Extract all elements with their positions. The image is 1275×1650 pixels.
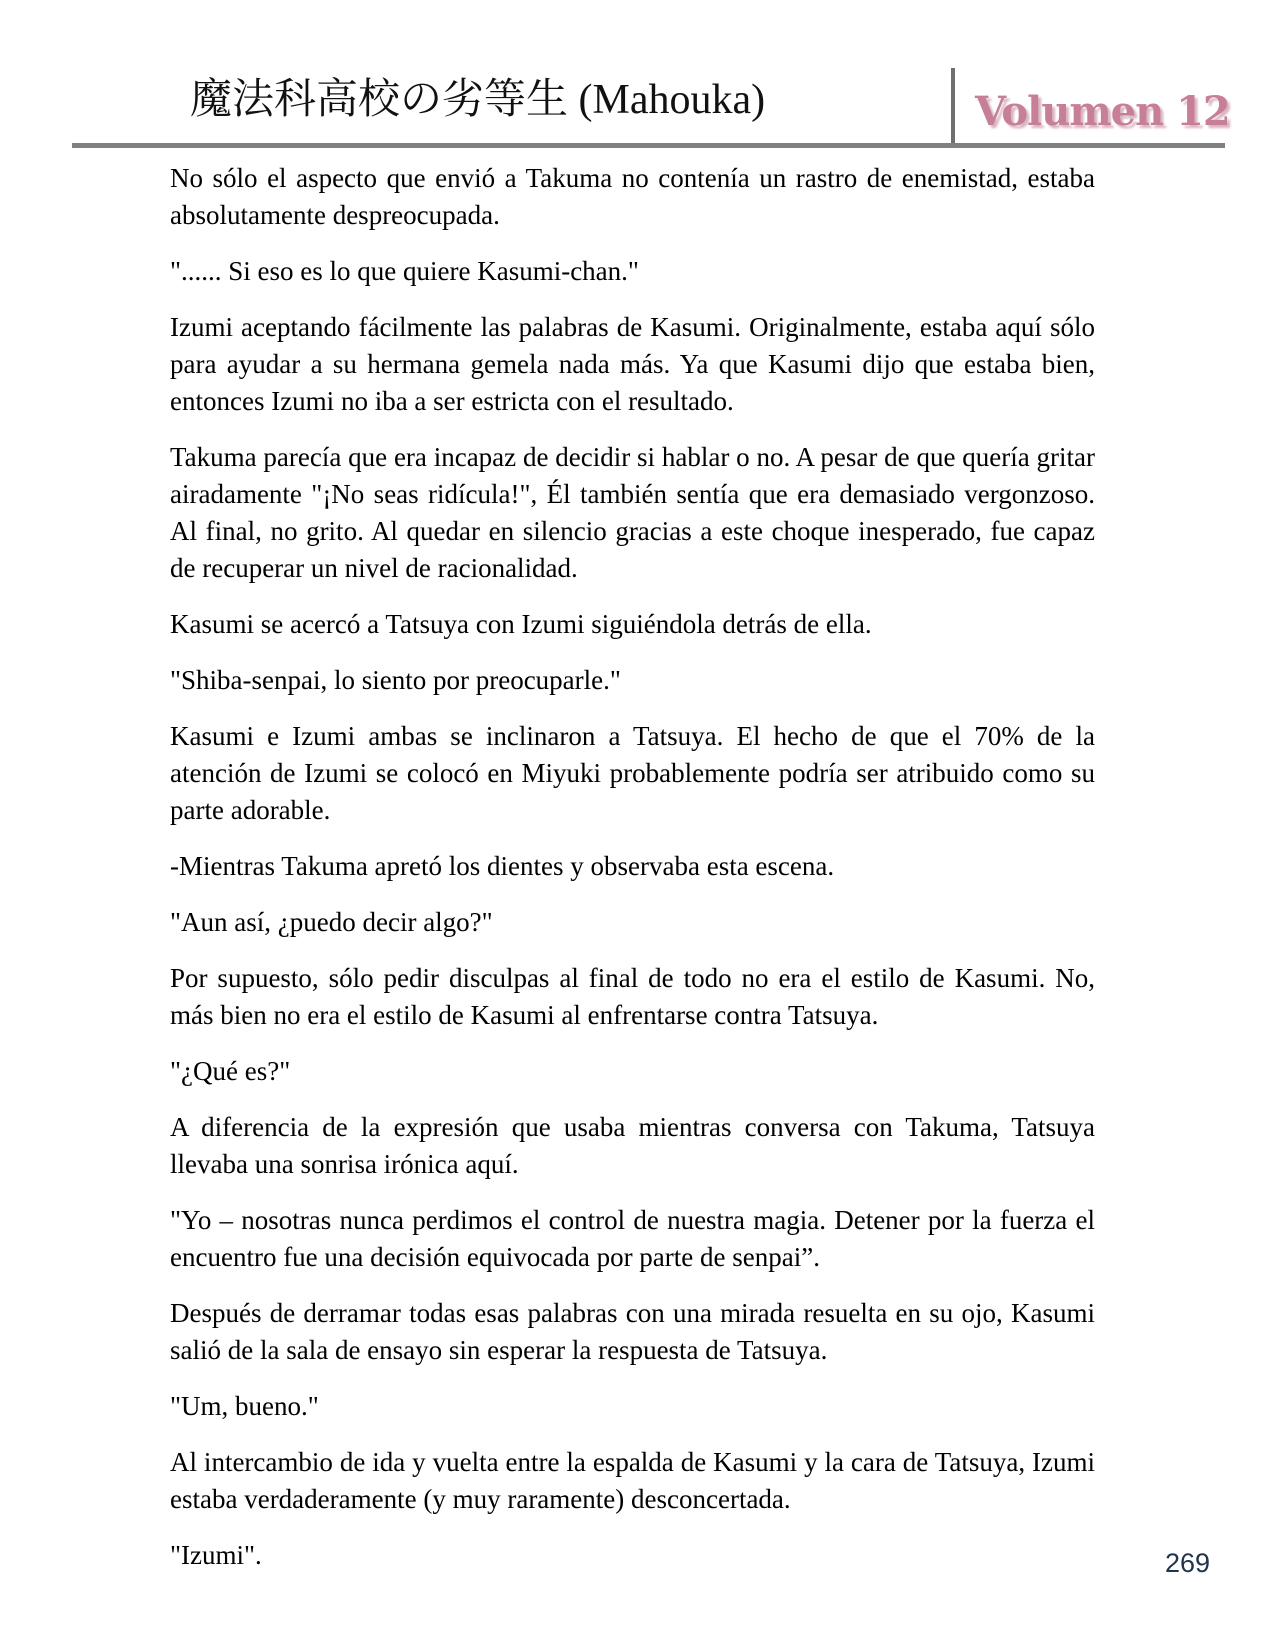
paragraph: Izumi aceptando fácilmente las palabras de Kasumi. Originalmente, estaba aquí sólo para ayudar a su hermana gemela nada más. Ya que Kasumi dijo que estaba bien, entonces Izumi no iba a ser estricta con el resultado. bbox=[170, 312, 1095, 416]
paragraph: "Shiba-senpai, lo siento por preocuparle." bbox=[170, 665, 621, 695]
paragraph: Al intercambio de ida y vuelta entre la espalda de Kasumi y la cara de Tatsuya, Izumi estaba verdaderamente (y muy raramente) desconcertada. bbox=[170, 1447, 1095, 1514]
paragraph: Kasumi se acercó a Tatsuya con Izumi siguiéndola detrás de ella. bbox=[170, 609, 872, 639]
header-divider bbox=[951, 68, 955, 148]
paragraph: Después de derramar todas esas palabras con una mirada resuelta en su ojo, Kasumi salió de la sala de ensayo sin esperar la respuesta de Tatsuya. bbox=[170, 1298, 1095, 1365]
header-rule bbox=[72, 143, 1225, 148]
paragraph: "Yo – nosotras nunca perdimos el control de nuestra magia. Detener por la fuerza el encuentro fue una decisión equivocada por parte de senpai”. bbox=[170, 1205, 1095, 1272]
paragraph: "Izumi". bbox=[170, 1540, 262, 1570]
page-body bbox=[170, 160, 1095, 1593]
paragraph: A diferencia de la expresión que usaba mientras conversa con Takuma, Tatsuya llevaba una sonrisa irónica aquí. bbox=[170, 1112, 1095, 1179]
volume-label: Volumen 12 bbox=[975, 88, 1230, 135]
paragraph: Kasumi e Izumi ambas se inclinaron a Tatsuya. El hecho de que el 70% de la atención de Izumi se colocó en Miyuki probablemente podría ser atribuido como su parte adorable. bbox=[170, 721, 1095, 825]
paragraph: No sólo el aspecto que envió a Takuma no contenía un rastro de enemistad, estaba absolutamente despreocupada. bbox=[170, 163, 1095, 230]
paragraph: Takuma parecía que era incapaz de decidir si hablar o no. A pesar de que quería gritar airadamente "¡No seas ridícula!", Él también sentía que era demasiado vergonzoso. Al final, no grito. Al quedar en silencio gracias a este choque inesperado, fue capaz de recuperar un nivel de racionalidad. bbox=[170, 442, 1095, 583]
paragraph: "Aun así, ¿puedo decir algo?" bbox=[170, 907, 493, 937]
paragraph: "...... Si eso es lo que quiere Kasumi-chan." bbox=[170, 256, 639, 286]
paragraph: Por supuesto, sólo pedir disculpas al final de todo no era el estilo de Kasumi. No, más bien no era el estilo de Kasumi al enfrentarse contra Tatsuya. bbox=[170, 963, 1095, 1030]
page-number: 269 bbox=[1164, 1548, 1210, 1578]
paragraph: "¿Qué es?" bbox=[170, 1056, 291, 1086]
paragraph: "Um, bueno." bbox=[170, 1391, 319, 1421]
paragraph: -Mientras Takuma apretó los dientes y observaba esta escena. bbox=[170, 851, 835, 881]
page-title: 魔法科高校の劣等生 (Mahouka) bbox=[190, 77, 766, 123]
